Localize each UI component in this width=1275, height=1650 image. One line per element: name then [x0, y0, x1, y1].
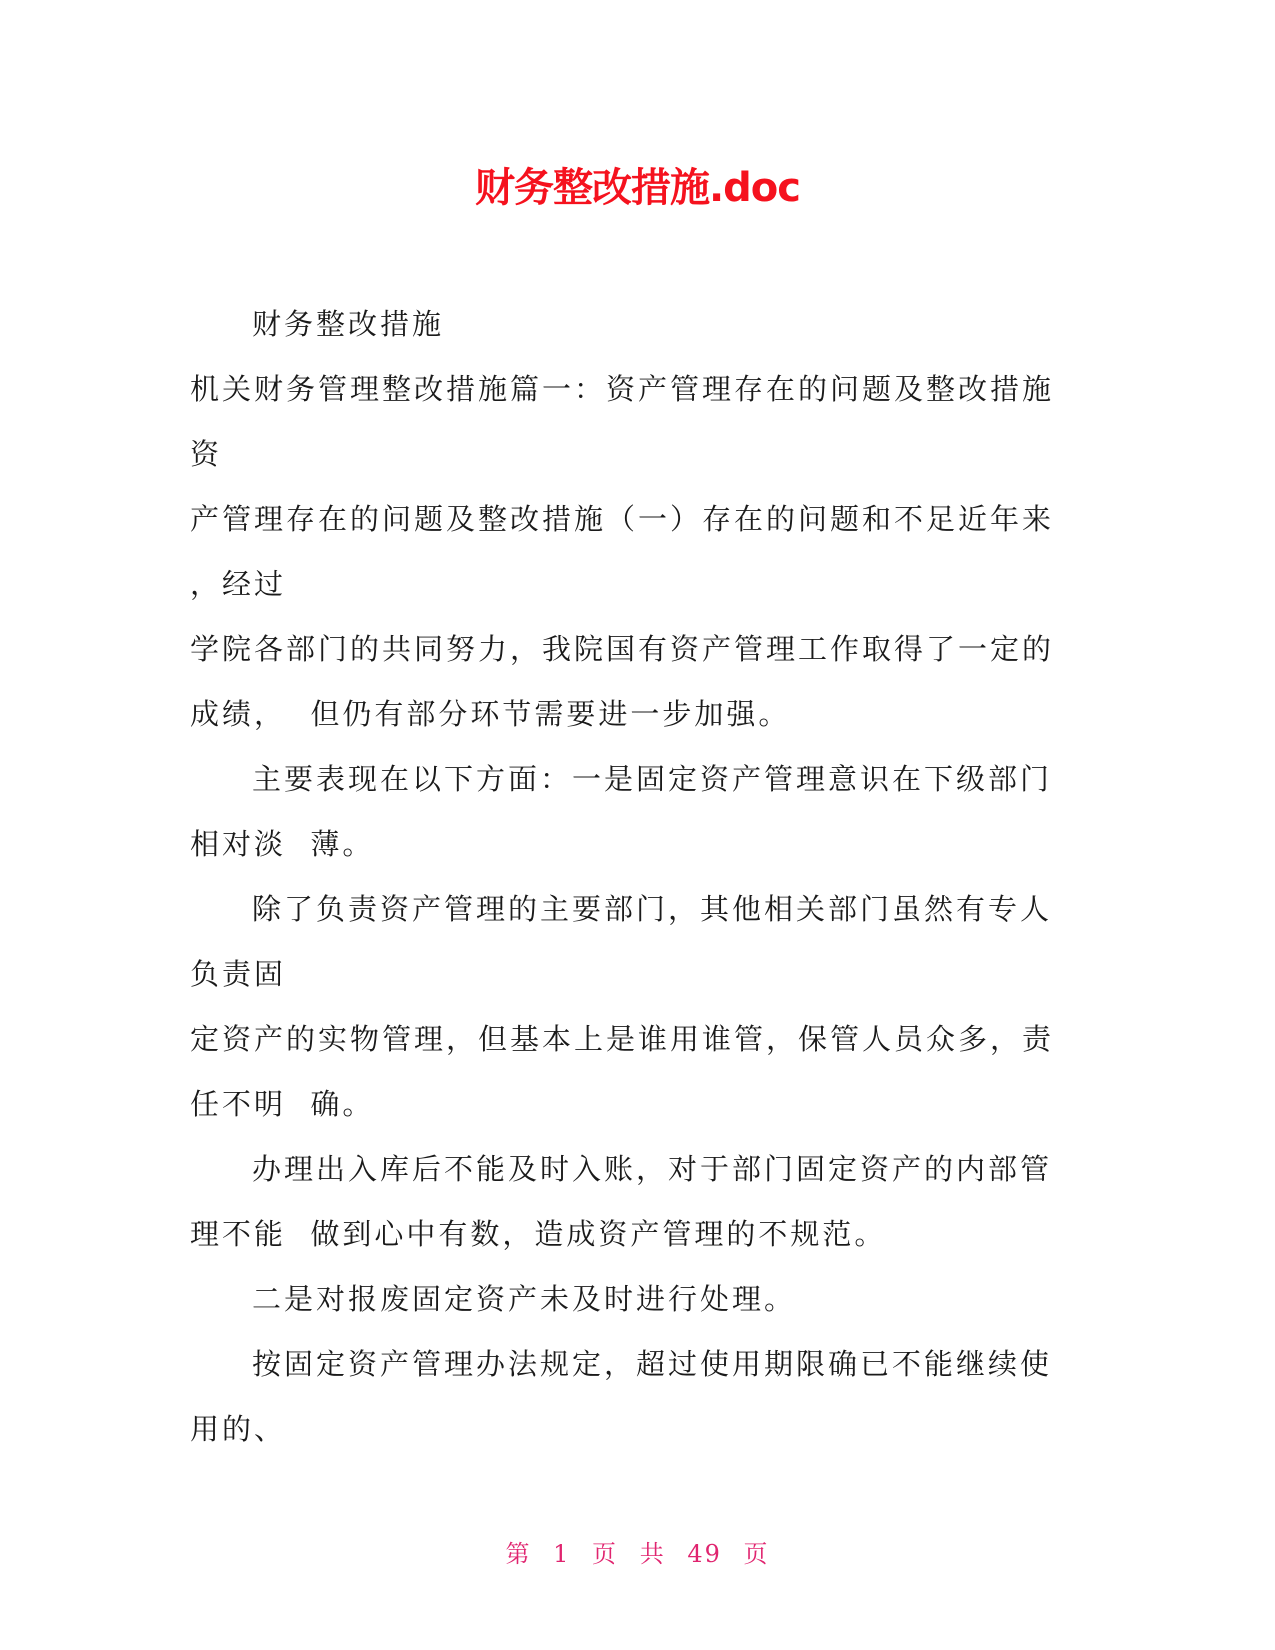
document-body	[190, 292, 1090, 1462]
text-line: 办理出入库后不能及时入账，对于部门固定资产的内部管	[252, 1152, 1053, 1186]
text-line: 财务整改措施	[252, 307, 445, 341]
footer-total-pages: 49	[687, 1540, 722, 1568]
text-line: ，经过	[190, 567, 287, 601]
footer-label-page: 页	[592, 1540, 619, 1568]
text-line: 学院各部门的共同努力，我院国有资产管理工作取得了一定的	[190, 632, 1055, 666]
text-line: 资	[190, 437, 223, 471]
text-line: 成绩， 但仍有部分环节需要进一步加强。	[190, 697, 791, 731]
text-line: 负责固	[190, 957, 287, 991]
text-line: 产管理存在的问题及整改措施（一）存在的问题和不足近年来	[190, 502, 1055, 536]
text-line: 理不能 做到心中有数，造成资产管理的不规范。	[190, 1217, 887, 1251]
footer-label-total: 共	[639, 1540, 666, 1568]
document-title: 财务整改措施.doc	[474, 165, 801, 211]
text-line: 主要表现在以下方面：一是固定资产管理意识在下级部门	[252, 762, 1053, 796]
text-line: 相对淡 薄。	[190, 827, 375, 861]
text-line: 除了负责资产管理的主要部门，其他相关部门虽然有专人	[252, 892, 1053, 926]
text-line: 二是对报废固定资产未及时进行处理。	[252, 1282, 797, 1316]
page-footer	[0, 1538, 1275, 1570]
footer-label-suffix: 页	[743, 1540, 770, 1568]
text-line: 机关财务管理整改措施篇一：资产管理存在的问题及整改措施	[190, 372, 1055, 406]
footer-label-prefix: 第	[505, 1540, 532, 1568]
text-line: 用的、	[190, 1412, 287, 1446]
footer-page-number: 1	[553, 1540, 571, 1568]
text-line: 按固定资产管理办法规定，超过使用期限确已不能继续使	[252, 1347, 1053, 1381]
text-line: 定资产的实物管理，但基本上是谁用谁管，保管人员众多，责	[190, 1022, 1055, 1056]
text-line: 任不明 确。	[190, 1087, 375, 1121]
